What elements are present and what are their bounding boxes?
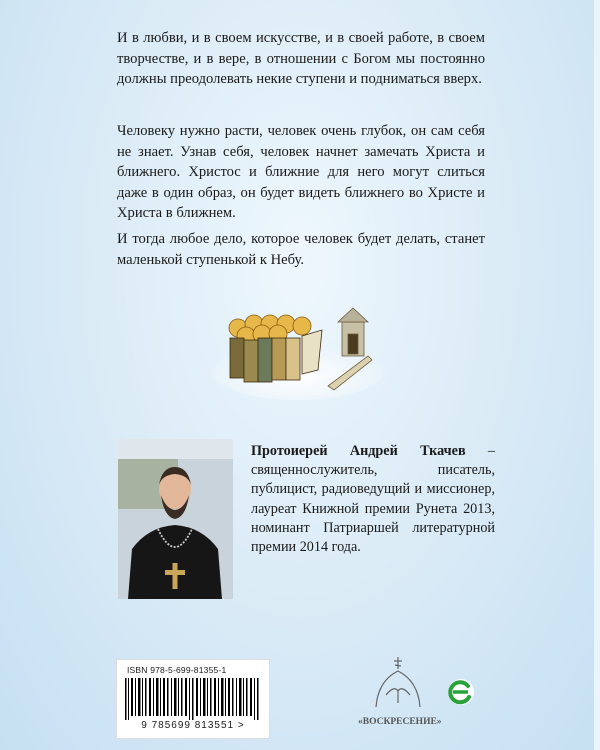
paragraph-3: И тогда любое дело, которое человек будет делать, станет маленькой ступенькой к Небу. bbox=[117, 231, 485, 268]
author-bio-text: – священнослужитель, писатель, публицист, радиоведущий и миссионер, лауреат Книжной премии Рунета 2013, номинант Патриаршей литературной премии 2014 года. bbox=[251, 443, 495, 556]
author-bio bbox=[251, 442, 495, 557]
paragraph-1: И в любви, и в своем искусстве, и в своей работе, в своем творчестве, и в вере, в отношении с Богом мы постоянно должны преодолевать некие ступени и подниматься вверх. bbox=[117, 30, 485, 87]
barcode-number: 9 785699 813551 > bbox=[141, 720, 245, 731]
cover-edge bbox=[594, 0, 600, 750]
isbn-text: ISBN 978-5-699-81355-1 bbox=[127, 665, 227, 675]
barcode-bars bbox=[123, 678, 263, 720]
author-photo bbox=[118, 439, 233, 599]
publisher-logo-icon bbox=[358, 655, 442, 735]
paragraph-2: Человеку нужно расти, человек очень глубок, он сам себя не знает. Узнав себя, человек начнет замечать Христа и ближнего. Христос и ближние для него могут слиться даже в один образ, он будет видеть ближнего во Христе и Христа в ближнем. bbox=[117, 123, 485, 221]
icon-illustration bbox=[210, 300, 385, 400]
eksmo-logo-icon bbox=[446, 677, 476, 707]
barcode bbox=[116, 659, 270, 739]
publisher-name: «ВОСКРЕСЕНИЕ» bbox=[358, 717, 442, 727]
author-name: Протоиерей Андрей Ткачев bbox=[251, 443, 466, 459]
